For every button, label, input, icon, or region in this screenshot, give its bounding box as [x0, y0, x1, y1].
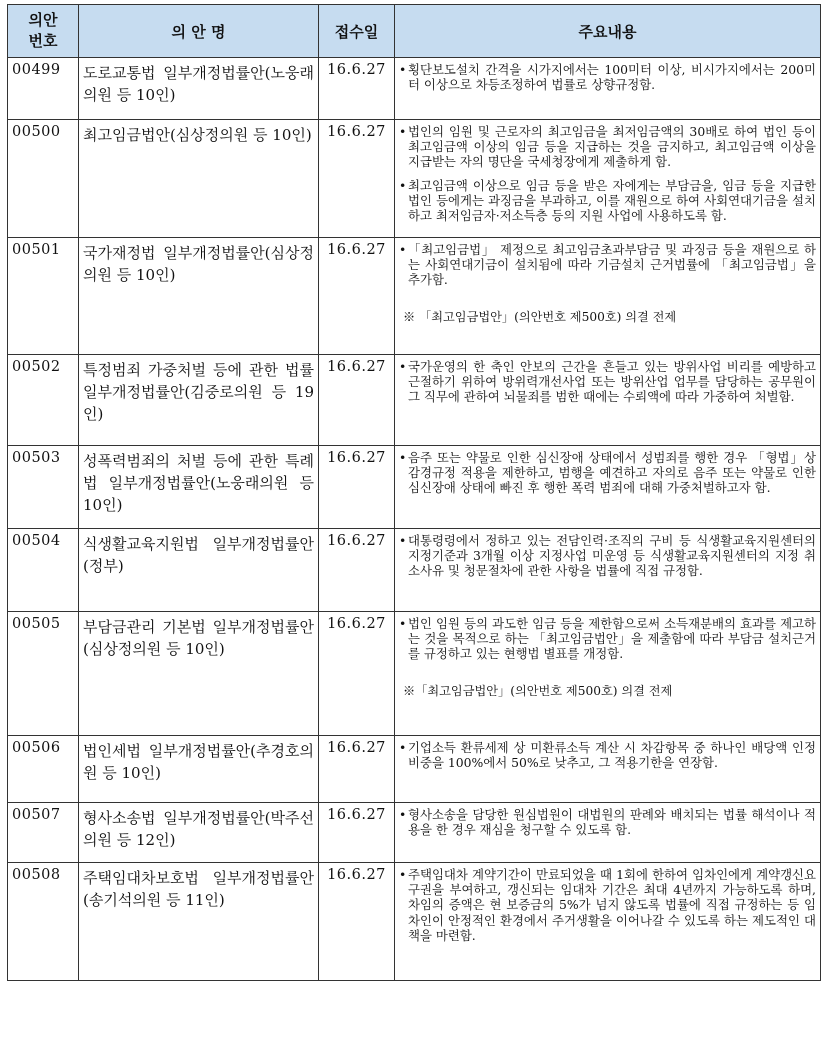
content-text: 법인 임원 등의 과도한 임금 등을 제한함으로써 소득재분배의 효과를 제고하는 것을 목적으로 하는 「최고임금법안」을 제출함에 따라 부담금 설치근거를 규정하고 있는 현행법 별표를 개정함. — [408, 616, 816, 662]
header-received-date: 접수일 — [319, 5, 395, 58]
content-item — [399, 807, 816, 837]
bullet-icon: • — [399, 124, 407, 139]
bullet-icon: • — [399, 867, 407, 882]
main-content — [395, 58, 821, 120]
content-text: 음주 또는 약물로 인한 심신장애 상태에서 성범죄를 행한 경우 「형법」상 감경규정 적용을 제한하고, 범행을 예견하고 자의로 음주 또는 약물로 인한 심신장애 상태에 빠진 후 행한 폭력 범죄에 대해 가중처벌하고자 함. — [408, 450, 816, 496]
bullet-icon: • — [399, 359, 407, 374]
bill-title: 주택임대차보호법 일부개정법률안(송기석의원 등 11인) — [79, 863, 319, 981]
main-content — [395, 529, 821, 612]
received-date: 16.6.27 — [319, 58, 395, 120]
bill-row — [8, 529, 821, 612]
bill-title: 법인세법 일부개정법률안(추경호의원 등 10인) — [79, 736, 319, 803]
bill-title: 최고임금법안(심상정의원 등 10인) — [79, 120, 319, 238]
bill-row — [8, 863, 821, 981]
bill-number: 00504 — [8, 529, 79, 612]
received-date: 16.6.27 — [319, 355, 395, 446]
bill-title: 식생활교육지원법 일부개정법률안(정부) — [79, 529, 319, 612]
main-content — [395, 238, 821, 355]
received-date: 16.6.27 — [319, 863, 395, 981]
header-main-content: 주요내용 — [395, 5, 821, 58]
bullet-icon: • — [399, 616, 407, 631]
main-content — [395, 446, 821, 529]
received-date: 16.6.27 — [319, 446, 395, 529]
bill-row — [8, 355, 821, 446]
bill-row — [8, 120, 821, 238]
bill-number: 00502 — [8, 355, 79, 446]
content-text: 국가운영의 한 축인 안보의 근간을 흔들고 있는 방위사업 비리를 예방하고 근절하기 위하여 방위력개선사업 또는 방위산업 업무를 담당하는 공무원이 그 직무에 관하여 뇌물죄를 범한 때에는 수뢰액에 따라 가중하여 처벌함. — [408, 359, 816, 405]
bill-number: 00508 — [8, 863, 79, 981]
content-note: ※「최고임금법안」(의안번호 제500호) 의결 전제 — [403, 683, 673, 698]
content-item — [399, 740, 816, 770]
content-text: 기업소득 환류세제 상 미환류소득 계산 시 차감항목 중 하나인 배당액 인정비중을 100%에서 50%로 낮추고, 그 적용기한을 연장함. — [408, 740, 816, 771]
header-row — [8, 5, 821, 58]
content-item — [399, 616, 816, 662]
content-text: 「최고임금법」 제정으로 최고임금초과부담금 및 과징금 등을 재원으로 하는 사회연대기금이 설치됨에 따라 기금설치 근거법률에 「최고임금법」을 추가함. — [408, 242, 816, 288]
bill-row — [8, 612, 821, 736]
bullet-icon: • — [399, 807, 407, 822]
content-text: 법인의 임원 및 근로자의 최고임금을 최저임금액의 30배로 하여 법인 등이 최고임금액 이상의 임금 등을 지급하는 것을 금지하고, 최고임금액 이상을 지급받는 자의 명단을 국세청장에게 제출하게 함. — [408, 124, 816, 170]
bill-title: 부담금관리 기본법 일부개정법률안(심상정의원 등 10인) — [79, 612, 319, 736]
bill-number: 00506 — [8, 736, 79, 803]
bullet-icon: • — [399, 740, 407, 755]
bill-number: 00505 — [8, 612, 79, 736]
received-date: 16.6.27 — [319, 612, 395, 736]
main-content — [395, 612, 821, 736]
bill-number: 00507 — [8, 803, 79, 863]
content-item — [399, 242, 816, 288]
main-content — [395, 736, 821, 803]
bill-table — [7, 4, 821, 981]
bill-number: 00500 — [8, 120, 79, 238]
main-content — [395, 803, 821, 863]
received-date: 16.6.27 — [319, 238, 395, 355]
received-date: 16.6.27 — [319, 803, 395, 863]
bill-title: 형사소송법 일부개정법률안(박주선의원 등 12인) — [79, 803, 319, 863]
header-bill-no: 의안 번호 — [8, 5, 79, 58]
bullet-icon: • — [399, 62, 407, 77]
bullet-icon: • — [399, 242, 407, 257]
main-content — [395, 355, 821, 446]
content-item — [399, 62, 816, 92]
content-text: 대통령령에서 정하고 있는 전담인력·조직의 구비 등 식생활교육지원센터의 지정기준과 3개월 이상 지정사업 미운영 등 식생활교육지원센터의 지정 취소사유 및 청문절차에 관한 사항을 법률에 직접 규정함. — [408, 533, 816, 579]
bill-title: 성폭력범죄의 처벌 등에 관한 특례법 일부개정법률안(노웅래의원 등 10인) — [79, 446, 319, 529]
header-bill-title: 의 안 명 — [79, 5, 319, 58]
bill-row — [8, 58, 821, 120]
bill-row — [8, 803, 821, 863]
content-text: 주택임대차 계약기간이 만료되었을 때 1회에 한하여 임차인에게 계약갱신요구권을 부여하고, 갱신되는 임대차 기간은 최대 4년까지 가능하도록 하며, 차임의 증액은 현 보증금의 5%가 넘지 않도록 법률에 직접 규정하는 등 임차인이 안정적인 환경에서 주거생활을 이어나갈 수 있도록 하는 제도적인 대책을 마련함. — [408, 867, 816, 943]
received-date: 16.6.27 — [319, 529, 395, 612]
bill-number: 00499 — [8, 58, 79, 120]
content-item — [399, 359, 816, 405]
content-item — [399, 178, 816, 224]
content-item — [399, 450, 816, 496]
content-item — [399, 124, 816, 170]
bullet-icon: • — [399, 450, 407, 465]
content-text: 횡단보도설치 간격을 시가지에서는 100미터 이상, 비시가지에서는 200미터 이상으로 차등조정하여 법률로 상향규정함. — [408, 62, 816, 93]
main-content — [395, 863, 821, 981]
bill-number: 00503 — [8, 446, 79, 529]
main-content — [395, 120, 821, 238]
received-date: 16.6.27 — [319, 736, 395, 803]
bill-row — [8, 238, 821, 355]
bill-title: 특정범죄 가중처벌 등에 관한 법률 일부개정법률안(김중로의원 등 19인) — [79, 355, 319, 446]
content-item — [399, 533, 816, 579]
bill-title: 도로교통법 일부개정법률안(노웅래의원 등 10인) — [79, 58, 319, 120]
bill-number: 00501 — [8, 238, 79, 355]
bill-row — [8, 446, 821, 529]
received-date: 16.6.27 — [319, 120, 395, 238]
bill-title: 국가재정법 일부개정법률안(심상정의원 등 10인) — [79, 238, 319, 355]
content-text: 최고임금액 이상으로 임금 등을 받은 자에게는 부담금을, 임금 등을 지급한 법인 등에게는 과징금을 부과하고, 이를 재원으로 하여 사회연대기금을 설치하고 최저임금자·저소득층 등의 지원 사업에 사용하도록 함. — [408, 177, 816, 224]
bullet-icon: • — [399, 533, 407, 548]
content-item — [399, 867, 816, 943]
content-text: 형사소송을 담당한 원심법원이 대법원의 판례와 배치되는 법률 해석이나 적용을 한 경우 재심을 청구할 수 있도록 함. — [408, 807, 816, 838]
bill-row — [8, 736, 821, 803]
content-note: ※ 「최고임금법안」(의안번호 제500호) 의결 전제 — [403, 309, 677, 324]
bullet-icon: • — [399, 177, 407, 193]
